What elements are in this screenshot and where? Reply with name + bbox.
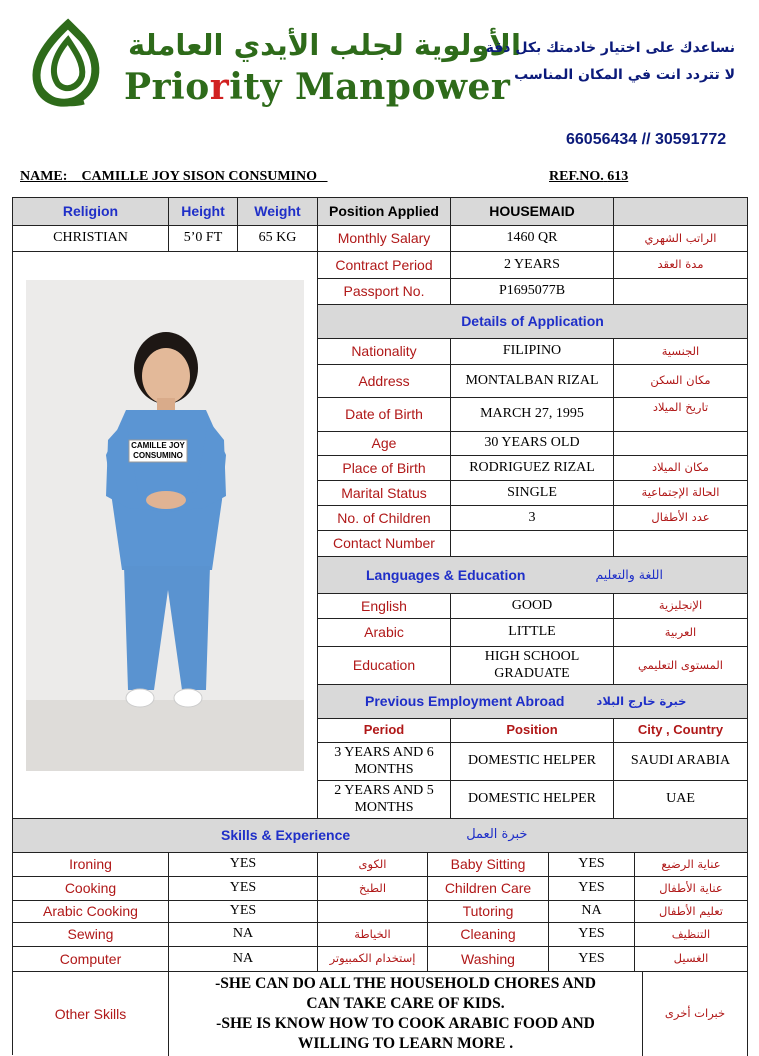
employment-position-1: DOMESTIC HELPER <box>451 743 614 781</box>
skill-cooking-arabic: الطبخ <box>318 877 428 901</box>
english-value: GOOD <box>451 594 614 619</box>
employment-country-1: SAUDI ARABIA <box>614 743 748 781</box>
other-skills-label: Other Skills <box>13 972 169 1056</box>
skill-sewing-label: Sewing <box>13 923 169 947</box>
skill-baby-sitting-label: Baby Sitting <box>428 853 549 877</box>
arabic-arabic: العربية <box>614 619 748 647</box>
education-value: HIGH SCHOOL GRADUATE <box>451 647 614 685</box>
skill-washing-arabic: الغسيل <box>635 947 748 972</box>
languages-header <box>318 557 748 594</box>
reference-number: REF.NO. 613 <box>549 169 629 184</box>
contact-number-label: Contact Number <box>318 531 451 557</box>
skill-sewing-value: NA <box>169 923 318 947</box>
nationality-value: FILIPINO <box>451 339 614 365</box>
employment-period-1: 3 YEARS AND 6 MONTHS <box>318 743 451 781</box>
company-logo-icon <box>22 18 114 110</box>
skill-tutoring-value: NA <box>549 901 635 923</box>
other-skills-line-3: -SHE IS KNOW HOW TO COOK ARABIC FOOD AND <box>216 1015 595 1032</box>
date-of-birth-label: Date of Birth <box>318 398 451 432</box>
monthly-salary-value: 1460 QR <box>451 226 614 252</box>
employment-title-arabic: خبرة خارج البلاد <box>596 693 687 708</box>
marital-status-value: SINGLE <box>451 481 614 506</box>
weight-header: Weight <box>238 198 318 226</box>
skill-washing-label: Washing <box>428 947 549 972</box>
employment-title: Previous Employment Abroad <box>365 693 565 710</box>
passport-no-label: Passport No. <box>318 279 451 305</box>
skill-ironing-arabic: الكوى <box>318 853 428 877</box>
skills-header <box>13 819 748 853</box>
position-applied-value: HOUSEMAID <box>451 198 614 226</box>
skill-baby-sitting-arabic: عناية الرضيع <box>635 853 748 877</box>
skill-arabic-cooking-arabic <box>318 901 428 923</box>
logo-arabic-text: الأولوية لجلب الأيدي العاملة <box>128 28 521 62</box>
phone-numbers: 66056434 // 30591772 <box>566 131 727 148</box>
skill-ironing-label: Ironing <box>13 853 169 877</box>
address-label: Address <box>318 365 451 398</box>
religion-header: Religion <box>13 198 169 226</box>
address-value: MONTALBAN RIZAL <box>451 365 614 398</box>
skill-cleaning-label: Cleaning <box>428 923 549 947</box>
skill-cleaning-arabic: التنظيف <box>635 923 748 947</box>
other-skills-line-4: WILLING TO LEARN MORE . <box>297 1035 514 1053</box>
english-arabic: الإنجليزية <box>614 594 748 619</box>
date-of-birth-value: MARCH 27, 1995 <box>451 398 614 432</box>
period-column-header: Period <box>318 719 451 743</box>
skill-cooking-value: YES <box>169 877 318 901</box>
passport-no-value: P1695077B <box>451 279 614 305</box>
languages-title-arabic: اللغة والتعليم <box>595 566 663 582</box>
languages-title: Languages & Education <box>366 566 526 583</box>
skill-cooking-label: Cooking <box>13 877 169 901</box>
children-count-value: 3 <box>451 506 614 531</box>
education-label: Education <box>318 647 451 685</box>
arabic-label: Arabic <box>318 619 451 647</box>
other-skills-line-1: -SHE CAN DO ALL THE HOUSEHOLD CHORES AND <box>215 974 596 992</box>
skill-tutoring-arabic: تعليم الأطفال <box>635 901 748 923</box>
address-arabic: مكان السكن <box>614 365 748 398</box>
logo-english-text: Priority Manpower <box>124 66 511 108</box>
place-of-birth-label: Place of Birth <box>318 456 451 481</box>
name-label: NAME: <box>20 169 68 184</box>
photo-badge-line-2: CONSUMINO <box>133 451 183 460</box>
contact-number-arabic <box>614 531 748 557</box>
skill-computer-label: Computer <box>13 947 169 972</box>
contract-period-label: Contract Period <box>318 252 451 279</box>
contract-period-value: 2 YEARS <box>451 252 614 279</box>
height-header: Height <box>169 198 238 226</box>
passport-no-arabic <box>614 279 748 305</box>
monthly-salary-arabic: الراتب الشهري <box>614 226 748 252</box>
place-of-birth-value: RODRIGUEZ RIZAL <box>451 456 614 481</box>
age-value: 30 YEARS OLD <box>451 432 614 456</box>
date-of-birth-arabic: تاريخ الميلاد <box>614 398 748 432</box>
details-header: Details of Application <box>318 305 748 339</box>
nationality-label: Nationality <box>318 339 451 365</box>
position-column-header: Position <box>451 719 614 743</box>
place-of-birth-arabic: مكان الميلاد <box>614 456 748 481</box>
skill-children-care-label: Children Care <box>428 877 549 901</box>
skill-ironing-value: YES <box>169 853 318 877</box>
position-applied-blank <box>614 198 748 226</box>
applicant-name-line <box>20 169 328 185</box>
employment-header <box>318 685 748 719</box>
skill-sewing-arabic: الخياطة <box>318 923 428 947</box>
skill-children-care-value: YES <box>549 877 635 901</box>
applicant-photo <box>26 280 304 771</box>
employment-period-2: 2 YEARS AND 5 MONTHS <box>318 781 451 819</box>
contact-number-value <box>451 531 614 557</box>
skill-arabic-cooking-label: Arabic Cooking <box>13 901 169 923</box>
nationality-arabic: الجنسية <box>614 339 748 365</box>
applicant-name: CAMILLE JOY SISON CONSUMINO <box>81 169 318 184</box>
marital-status-arabic: الحالة الإجتماعية <box>614 481 748 506</box>
photo-badge-line-1: CAMILLE JOY <box>131 441 185 450</box>
children-count-label: No. of Children <box>318 506 451 531</box>
children-count-arabic: عدد الأطفال <box>614 506 748 531</box>
other-skills-arabic: خبرات أخرى <box>643 972 748 1056</box>
education-arabic: المستوى التعليمي <box>614 647 748 685</box>
other-skills-text <box>169 972 643 1056</box>
weight-value: 65 KG <box>238 226 318 252</box>
marital-status-label: Marital Status <box>318 481 451 506</box>
header <box>0 0 759 150</box>
skill-washing-value: YES <box>549 947 635 972</box>
other-skills-line-2: CAN TAKE CARE OF KIDS. <box>306 994 505 1012</box>
skill-arabic-cooking-value: YES <box>169 901 318 923</box>
contract-period-arabic: مدة العقد <box>614 252 748 279</box>
english-label: English <box>318 594 451 619</box>
height-value: 5’0 FT <box>169 226 238 252</box>
cv-table <box>12 197 748 1055</box>
age-label: Age <box>318 432 451 456</box>
applicant-photo-icon <box>26 280 304 771</box>
tagline-line-2: لا تتردد انت في المكان المناسب <box>514 67 735 83</box>
country-column-header: City , Country <box>614 719 748 743</box>
employment-country-2: UAE <box>614 781 748 819</box>
skills-title-arabic: خبرة العمل <box>466 827 528 843</box>
monthly-salary-label: Monthly Salary <box>318 226 451 252</box>
skills-title: Skills & Experience <box>221 827 351 844</box>
skill-computer-value: NA <box>169 947 318 972</box>
skill-baby-sitting-value: YES <box>549 853 635 877</box>
skill-children-care-arabic: عناية الأطفال <box>635 877 748 901</box>
arabic-value: LITTLE <box>451 619 614 647</box>
skill-computer-arabic: إستخدام الكمبيوتر <box>318 947 428 972</box>
age-arabic <box>614 432 748 456</box>
employment-position-2: DOMESTIC HELPER <box>451 781 614 819</box>
position-applied-header: Position Applied <box>318 198 451 226</box>
skill-cleaning-value: YES <box>549 923 635 947</box>
religion-value: CHRISTIAN <box>13 226 169 252</box>
skill-tutoring-label: Tutoring <box>428 901 549 923</box>
tagline-line-1: نساعدك على اختيار خادمتك بكل دقة <box>485 40 735 56</box>
